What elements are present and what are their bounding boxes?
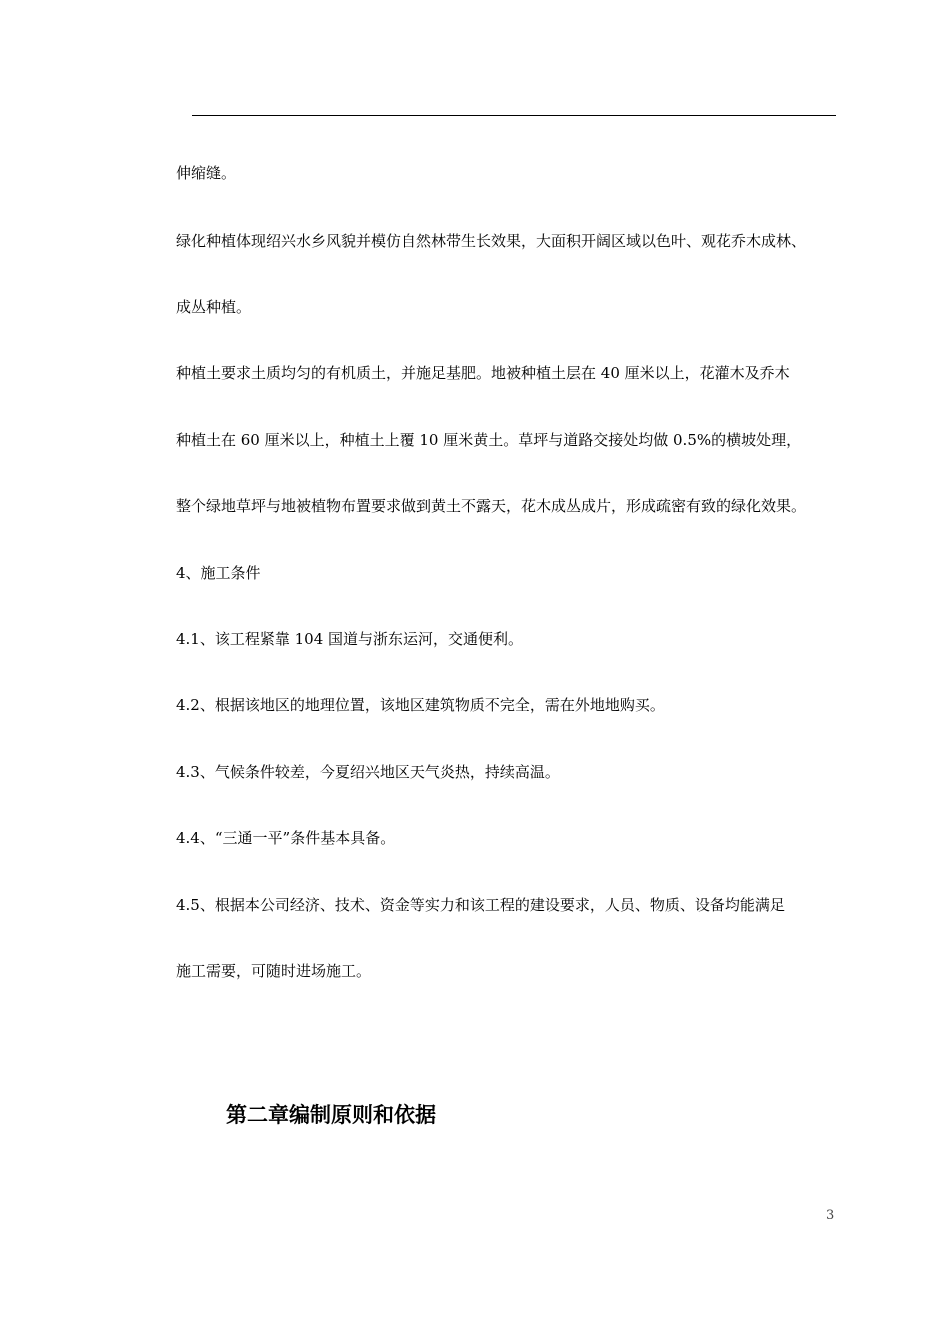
paragraph-line: 成丛种植。 (176, 298, 252, 316)
paragraph-line: 绿化种植体现绍兴水乡风貌并模仿自然林带生长效果，大面积开阔区域以色叶、观花乔木成林、 (176, 232, 807, 250)
page-number: 3 (826, 1208, 835, 1223)
chapter-heading: 第二章编制原则和依据 (226, 1103, 436, 1127)
list-item: 4.5、根据本公司经济、技术、资金等实力和该工程的建设要求，人员、物质、设备均能满足 (176, 896, 785, 914)
list-item: 4.1、该工程紧靠 104 国道与浙东运河，交通便利。 (176, 630, 524, 648)
paragraph-line: 种植土要求土质均匀的有机质土，并施足基肥。地被种植土层在 40 厘米以上，花灌木及乔木 (176, 364, 790, 382)
list-item: 4.2、根据该地区的地理位置，该地区建筑物质不完全，需在外地地购买。 (176, 696, 665, 714)
section-heading: 4、施工条件 (176, 564, 261, 582)
paragraph-line: 整个绿地草坪与地被植物布置要求做到黄土不露天，花木成丛成片，形成疏密有致的绿化效果。 (176, 497, 807, 515)
paragraph-line: 种植土在 60 厘米以上，种植土上覆 10 厘米黄土。草坪与道路交接处均做 0.5%的横坡处理， (176, 431, 802, 449)
list-item: 4.4、“三通一平”条件基本具备。 (176, 829, 396, 847)
paragraph-line: 伸缩缝。 (176, 164, 237, 182)
list-item: 4.3、气候条件较差，今夏绍兴地区天气炎热，持续高温。 (176, 763, 560, 781)
list-item-continuation: 施工需要，可随时进场施工。 (176, 962, 372, 980)
header-rule (192, 115, 836, 116)
